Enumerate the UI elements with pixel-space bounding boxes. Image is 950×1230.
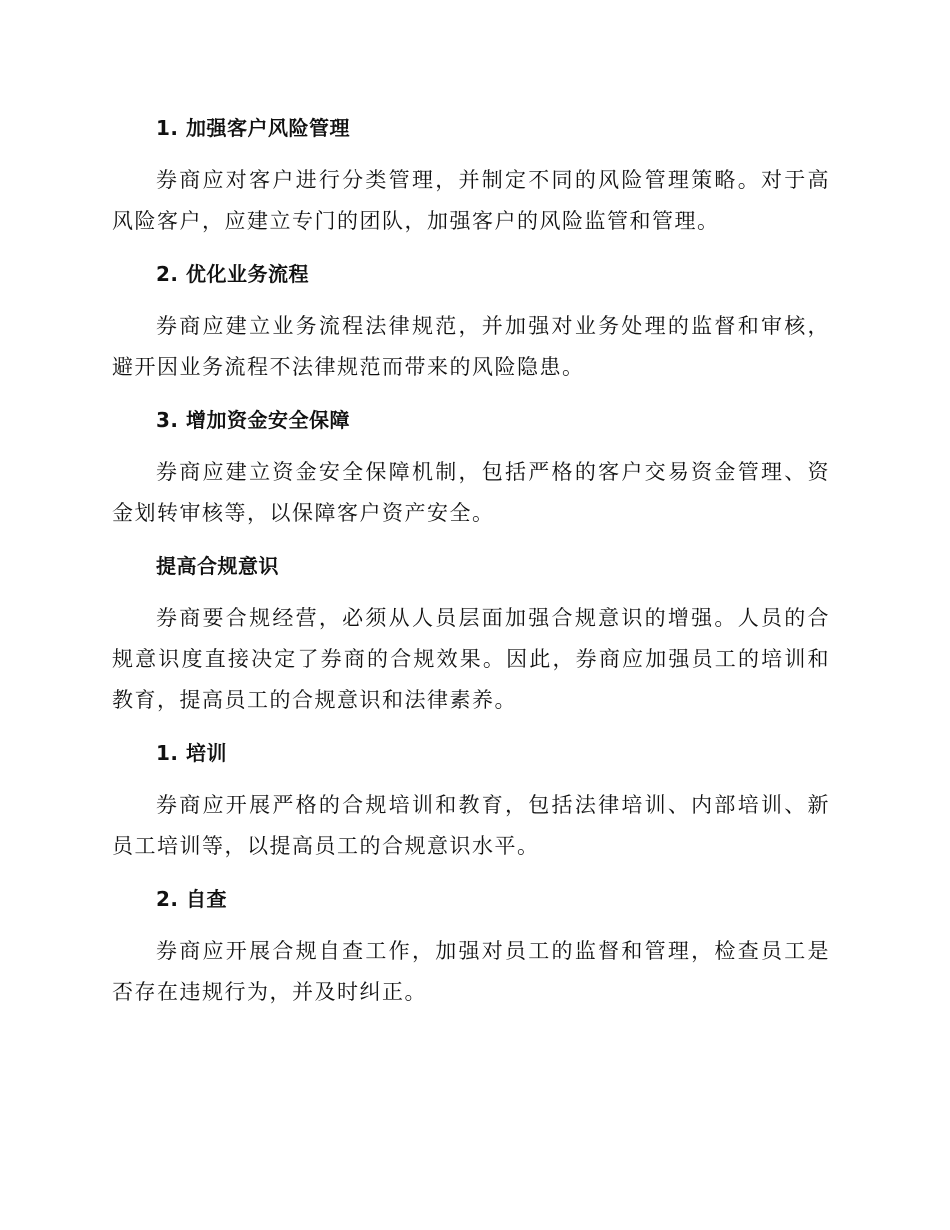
section-paragraph-compliance-awareness: 券商要合规经营，必须从人员层面加强合规意识的增强。人员的合规意识度直接决定了券商的合规效果。因此，券商应加强员工的培训和教育，提高员工的合规意识和法律素养。 (112, 606, 830, 712)
section-paragraph-training: 券商应开展严格的合规培训和教育，包括法律培训、内部培训、新员工培训等，以提高员工的合规意识水平。 (112, 793, 830, 858)
section-paragraph-fund-security: 券商应建立资金安全保障机制，包括严格的客户交易资金管理、资金划转审核等，以保障客户资产安全。 (112, 460, 830, 525)
section-heading-business-process: 2. 优化业务流程 (156, 262, 309, 286)
section-heading-compliance-awareness: 提高合规意识 (156, 554, 279, 578)
section-heading-fund-security: 3. 增加资金安全保障 (156, 408, 350, 432)
section-heading-training: 1. 培训 (156, 741, 227, 765)
document-body (112, 108, 830, 1025)
section-paragraph-business-process: 券商应建立业务流程法律规范，并加强对业务处理的监督和审核，避开因业务流程不法律规范而带来的风险隐患。 (112, 314, 830, 379)
section-heading-customer-risk: 1. 加强客户风险管理 (156, 116, 350, 140)
section-paragraph-customer-risk: 券商应对客户进行分类管理，并制定不同的风险管理策略。对于高风险客户，应建立专门的团队，加强客户的风险监管和管理。 (112, 168, 830, 233)
section-heading-self-inspection: 2. 自查 (156, 887, 227, 911)
section-paragraph-self-inspection: 券商应开展合规自查工作，加强对员工的监督和管理，检查员工是否存在违规行为，并及时纠正。 (112, 939, 830, 1004)
